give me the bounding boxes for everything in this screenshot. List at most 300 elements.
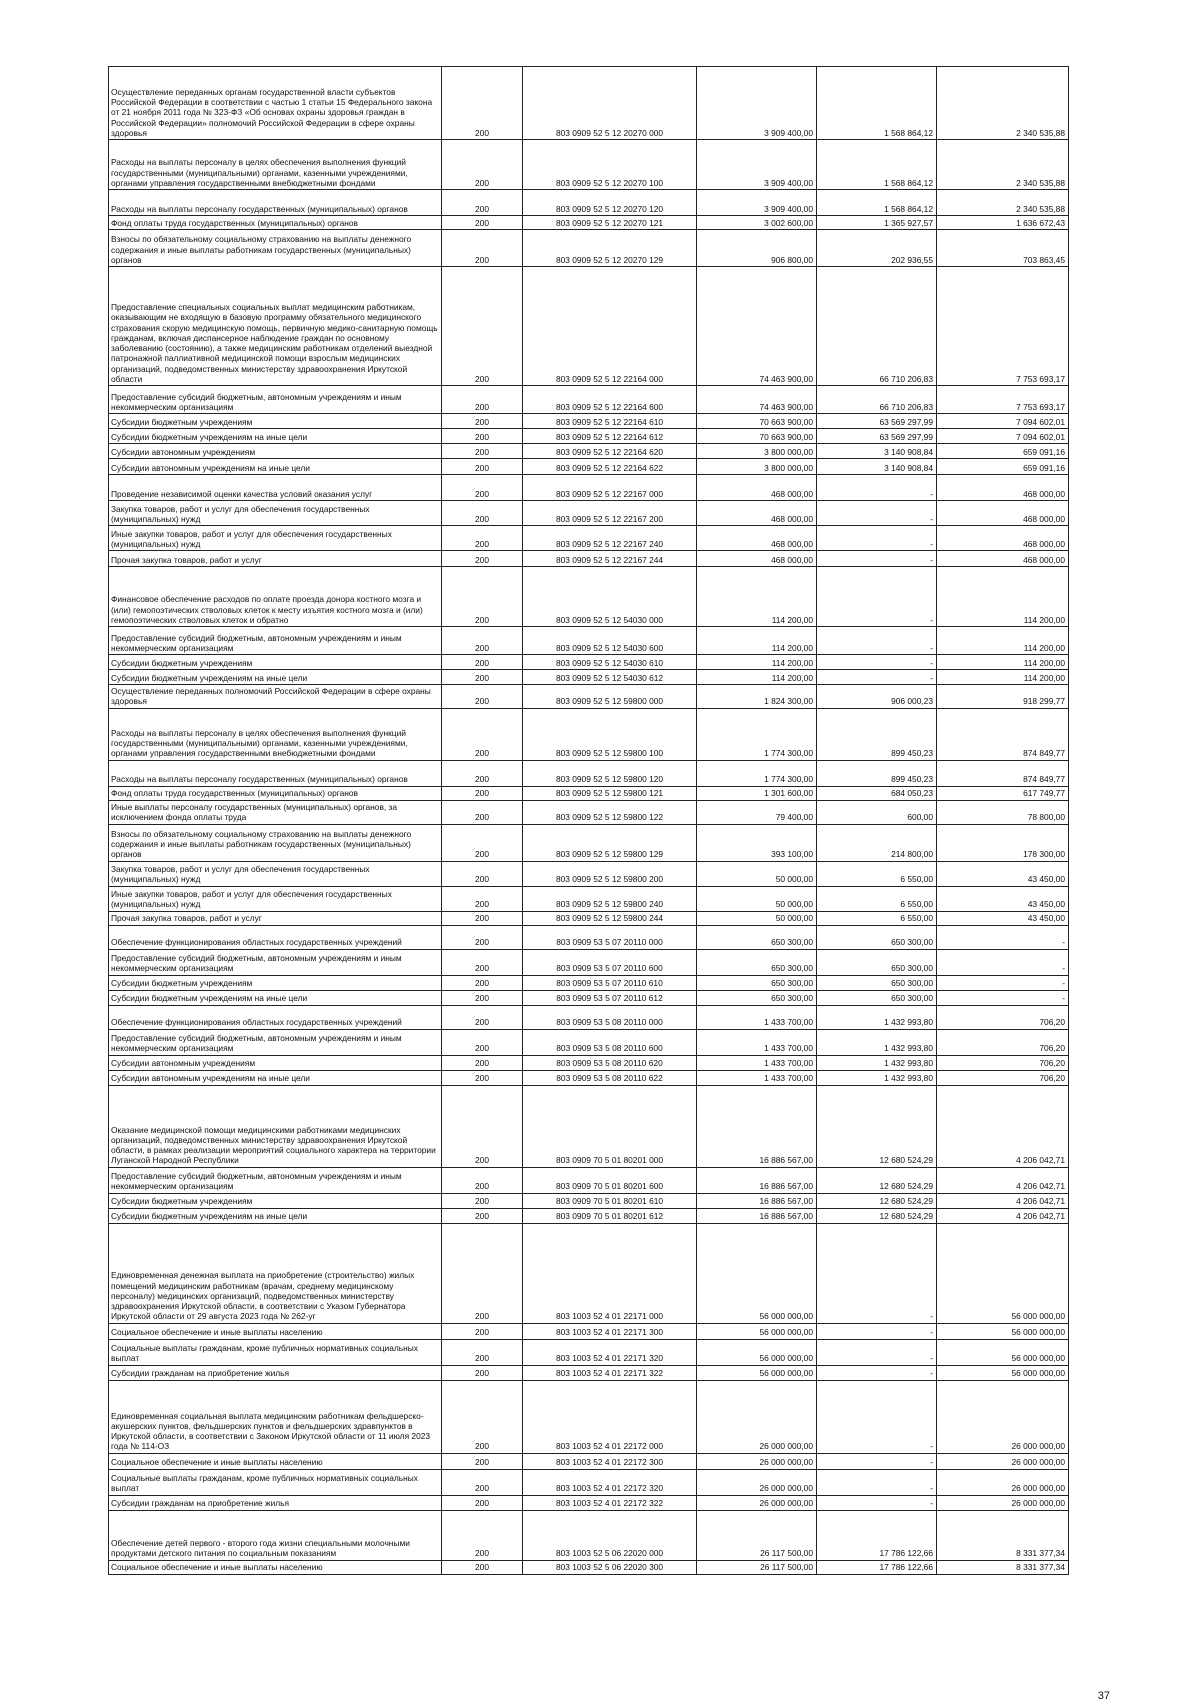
table-row (109, 824, 1069, 861)
cell-code: 200 (442, 501, 523, 526)
cell-name: Субсидии гражданам на приобретение жилья (109, 1495, 442, 1510)
cell-approved: 650 300,00 (697, 990, 817, 1005)
cell-kbk: 803 0909 53 5 07 20110 000 (523, 925, 697, 949)
cell-unexecuted: 26 000 000,00 (937, 1495, 1069, 1510)
cell-kbk: 803 0909 53 5 07 20110 612 (523, 990, 697, 1005)
table-row (109, 567, 1069, 627)
cell-name: Иные закупки товаров, работ и услуг для обеспечения государственных (муниципальных) нужд (109, 526, 442, 551)
cell-kbk: 803 0909 52 5 12 20270 100 (523, 140, 697, 190)
cell-code: 200 (442, 567, 523, 627)
cell-executed: 202 936,55 (817, 230, 937, 267)
cell-code: 200 (442, 824, 523, 861)
cell-kbk: 803 0909 52 5 12 59800 244 (523, 911, 697, 925)
cell-code: 200 (442, 975, 523, 990)
cell-executed: 1 568 864,12 (817, 67, 937, 140)
cell-approved: 1 774 300,00 (697, 708, 817, 760)
cell-approved: 3 909 400,00 (697, 190, 817, 216)
cell-code: 200 (442, 949, 523, 975)
cell-code: 200 (442, 760, 523, 786)
cell-approved: 56 000 000,00 (697, 1223, 817, 1323)
cell-name: Оказание медицинской помощи медицинскими работниками медицинских организаций, подведомственных министерству здравоохранения Иркутской области, в рамках реализации мероприятий социального характера на территории Луганской Народной Республики (109, 1085, 442, 1167)
cell-approved: 16 886 567,00 (697, 1193, 817, 1208)
cell-code: 200 (442, 627, 523, 655)
cell-code: 200 (442, 1070, 523, 1085)
cell-name: Субсидии автономным учреждениям на иные цели (109, 459, 442, 475)
cell-approved: 26 117 500,00 (697, 1560, 817, 1574)
cell-approved: 50 000,00 (697, 861, 817, 886)
cell-approved: 74 463 900,00 (697, 267, 817, 386)
cell-executed: 1 568 864,12 (817, 140, 937, 190)
cell-executed: - (817, 551, 937, 567)
cell-kbk: 803 0909 70 5 01 80201 612 (523, 1208, 697, 1223)
cell-kbk: 803 1003 52 5 06 22020 000 (523, 1510, 697, 1560)
cell-name: Субсидии автономным учреждениям (109, 444, 442, 459)
cell-code: 200 (442, 551, 523, 567)
cell-approved: 468 000,00 (697, 526, 817, 551)
cell-approved: 650 300,00 (697, 925, 817, 949)
cell-unexecuted: 2 340 535,88 (937, 190, 1069, 216)
cell-approved: 650 300,00 (697, 975, 817, 990)
cell-unexecuted: 706,20 (937, 1070, 1069, 1085)
table-row (109, 1453, 1069, 1469)
cell-unexecuted: 7 753 693,17 (937, 386, 1069, 414)
cell-code: 200 (442, 886, 523, 911)
cell-name: Проведение независимой оценки качества условий оказания услуг (109, 475, 442, 501)
cell-name: Субсидии автономным учреждениям (109, 1055, 442, 1070)
cell-unexecuted: 659 091,16 (937, 444, 1069, 459)
cell-kbk: 803 0909 52 5 12 20270 129 (523, 230, 697, 267)
cell-kbk: 803 0909 52 5 12 59800 000 (523, 685, 697, 709)
cell-name: Закупка товаров, работ и услуг для обеспечения государственных (муниципальных) нужд (109, 861, 442, 886)
cell-code: 200 (442, 475, 523, 501)
cell-unexecuted: 114 200,00 (937, 655, 1069, 670)
cell-name: Предоставление субсидий бюджетным, автономным учреждениям и иным некоммерческим организациям (109, 949, 442, 975)
cell-kbk: 803 0909 53 5 08 20110 620 (523, 1055, 697, 1070)
cell-unexecuted: 4 206 042,71 (937, 1085, 1069, 1167)
cell-name: Субсидии гражданам на приобретение жилья (109, 1365, 442, 1380)
cell-executed: - (817, 526, 937, 551)
cell-kbk: 803 1003 52 4 01 22171 322 (523, 1365, 697, 1380)
cell-unexecuted: 26 000 000,00 (937, 1469, 1069, 1495)
cell-executed: - (817, 1469, 937, 1495)
cell-approved: 468 000,00 (697, 475, 817, 501)
table-row (109, 886, 1069, 911)
cell-approved: 1 774 300,00 (697, 760, 817, 786)
cell-executed: 650 300,00 (817, 975, 937, 990)
cell-executed: - (817, 501, 937, 526)
cell-unexecuted: 874 849,77 (937, 708, 1069, 760)
cell-name: Расходы на выплаты персоналу в целях обеспечения выполнения функций государственными (муниципальными) органами, казенными учреждениями, органами управления государственными внебюджетными фондами (109, 708, 442, 760)
table-row (109, 1380, 1069, 1453)
cell-code: 200 (442, 1223, 523, 1323)
cell-code: 200 (442, 1167, 523, 1193)
cell-kbk: 803 1003 52 4 01 22171 000 (523, 1223, 697, 1323)
cell-approved: 50 000,00 (697, 886, 817, 911)
cell-name: Финансовое обеспечение расходов по оплате проезда донора костного мозга и (или) гемопоэтических стволовых клеток к месту изъятия костного мозга и (или) гемопоэтических стволовых клеток и обратно (109, 567, 442, 627)
table-row (109, 526, 1069, 551)
cell-unexecuted: 114 200,00 (937, 627, 1069, 655)
cell-name: Иные выплаты персоналу государственных (муниципальных) органов, за исключением фонда оплаты труда (109, 800, 442, 824)
cell-kbk: 803 1003 52 4 01 22172 000 (523, 1380, 697, 1453)
cell-kbk: 803 0909 52 5 12 54030 000 (523, 567, 697, 627)
cell-name: Субсидии автономным учреждениям на иные цели (109, 1070, 442, 1085)
cell-approved: 16 886 567,00 (697, 1208, 817, 1223)
cell-approved: 56 000 000,00 (697, 1339, 817, 1365)
cell-kbk: 803 0909 53 5 08 20110 622 (523, 1070, 697, 1085)
table-row (109, 1510, 1069, 1560)
cell-approved: 3 909 400,00 (697, 140, 817, 190)
cell-kbk: 803 0909 52 5 12 22167 244 (523, 551, 697, 567)
cell-name: Расходы на выплаты персоналу государственных (муниципальных) органов (109, 760, 442, 786)
cell-approved: 56 000 000,00 (697, 1365, 817, 1380)
cell-executed: 3 140 908,84 (817, 459, 937, 475)
cell-code: 200 (442, 1208, 523, 1223)
cell-name: Закупка товаров, работ и услуг для обеспечения государственных (муниципальных) нужд (109, 501, 442, 526)
cell-approved: 1 433 700,00 (697, 1070, 817, 1085)
cell-executed: 12 680 524,29 (817, 1085, 937, 1167)
cell-name: Социальные выплаты гражданам, кроме публичных нормативных социальных выплат (109, 1339, 442, 1365)
cell-executed: 12 680 524,29 (817, 1193, 937, 1208)
cell-approved: 114 200,00 (697, 567, 817, 627)
cell-kbk: 803 0909 52 5 12 20270 121 (523, 216, 697, 230)
cell-unexecuted: 43 450,00 (937, 911, 1069, 925)
cell-approved: 50 000,00 (697, 911, 817, 925)
cell-name: Прочая закупка товаров, работ и услуг (109, 911, 442, 925)
cell-code: 200 (442, 670, 523, 685)
table-row (109, 459, 1069, 475)
cell-unexecuted: 43 450,00 (937, 861, 1069, 886)
cell-name: Субсидии бюджетным учреждениям (109, 975, 442, 990)
cell-unexecuted: 43 450,00 (937, 886, 1069, 911)
cell-name: Субсидии бюджетным учреждениям (109, 414, 442, 429)
table-row (109, 1029, 1069, 1055)
cell-code: 200 (442, 861, 523, 886)
cell-kbk: 803 0909 70 5 01 80201 000 (523, 1085, 697, 1167)
cell-approved: 393 100,00 (697, 824, 817, 861)
cell-code: 200 (442, 1323, 523, 1339)
cell-executed: - (817, 670, 937, 685)
table-row (109, 1365, 1069, 1380)
cell-code: 200 (442, 267, 523, 386)
cell-executed: 6 550,00 (817, 861, 937, 886)
cell-code: 200 (442, 911, 523, 925)
cell-code: 200 (442, 925, 523, 949)
cell-name: Предоставление субсидий бюджетным, автономным учреждениям и иным некоммерческим организациям (109, 627, 442, 655)
cell-executed: 3 140 908,84 (817, 444, 937, 459)
cell-unexecuted: - (937, 925, 1069, 949)
cell-kbk: 803 1003 52 4 01 22172 300 (523, 1453, 697, 1469)
cell-name: Субсидии бюджетным учреждениям (109, 655, 442, 670)
cell-executed: 63 569 297,99 (817, 429, 937, 444)
cell-executed: - (817, 1223, 937, 1323)
table-row (109, 685, 1069, 709)
cell-kbk: 803 1003 52 4 01 22171 320 (523, 1339, 697, 1365)
cell-kbk: 803 0909 53 5 08 20110 000 (523, 1005, 697, 1029)
cell-executed: 12 680 524,29 (817, 1208, 937, 1223)
table-row (109, 475, 1069, 501)
table-row (109, 990, 1069, 1005)
cell-approved: 26 117 500,00 (697, 1510, 817, 1560)
cell-executed: - (817, 655, 937, 670)
cell-executed: 6 550,00 (817, 911, 937, 925)
cell-name: Взносы по обязательному социальному страхованию на выплаты денежного содержания и иные выплаты работникам государственных (муниципальных) органов (109, 230, 442, 267)
cell-executed: 1 432 993,80 (817, 1029, 937, 1055)
cell-name: Предоставление субсидий бюджетным, автономным учреждениям и иным некоммерческим организациям (109, 1167, 442, 1193)
cell-kbk: 803 0909 52 5 12 22164 620 (523, 444, 697, 459)
cell-unexecuted: 7 094 602,01 (937, 414, 1069, 429)
budget-table-body (109, 67, 1069, 1575)
cell-approved: 74 463 900,00 (697, 386, 817, 414)
cell-approved: 26 000 000,00 (697, 1380, 817, 1453)
cell-kbk: 803 0909 52 5 12 22164 612 (523, 429, 697, 444)
cell-unexecuted: 703 863,45 (937, 230, 1069, 267)
table-row (109, 708, 1069, 760)
cell-kbk: 803 0909 53 5 07 20110 610 (523, 975, 697, 990)
table-row (109, 67, 1069, 140)
cell-kbk: 803 0909 52 5 12 22164 600 (523, 386, 697, 414)
cell-code: 200 (442, 414, 523, 429)
cell-approved: 3 800 000,00 (697, 459, 817, 475)
cell-code: 200 (442, 1380, 523, 1453)
cell-unexecuted: 178 300,00 (937, 824, 1069, 861)
cell-code: 200 (442, 230, 523, 267)
cell-kbk: 803 0909 52 5 12 59800 200 (523, 861, 697, 886)
cell-unexecuted: 26 000 000,00 (937, 1380, 1069, 1453)
cell-code: 200 (442, 216, 523, 230)
cell-unexecuted: 7 753 693,17 (937, 267, 1069, 386)
table-row (109, 760, 1069, 786)
cell-unexecuted: 4 206 042,71 (937, 1167, 1069, 1193)
cell-unexecuted: 56 000 000,00 (937, 1365, 1069, 1380)
cell-unexecuted: 78 800,00 (937, 800, 1069, 824)
cell-kbk: 803 0909 52 5 12 54030 612 (523, 670, 697, 685)
cell-kbk: 803 0909 52 5 12 22164 000 (523, 267, 697, 386)
table-row (109, 949, 1069, 975)
cell-executed: - (817, 627, 937, 655)
cell-code: 200 (442, 708, 523, 760)
cell-name: Субсидии бюджетным учреждениям на иные цели (109, 1208, 442, 1223)
cell-executed: 17 786 122,66 (817, 1560, 937, 1574)
table-row (109, 1208, 1069, 1223)
cell-name: Осуществление переданных полномочий Российской Федерации в сфере охраны здоровья (109, 685, 442, 709)
cell-executed: - (817, 1380, 937, 1453)
cell-approved: 70 663 900,00 (697, 429, 817, 444)
cell-kbk: 803 0909 52 5 12 22164 622 (523, 459, 697, 475)
cell-unexecuted: 4 206 042,71 (937, 1208, 1069, 1223)
cell-name: Обеспечение функционирования областных государственных учреждений (109, 1005, 442, 1029)
cell-name: Осуществление переданных органам государственной власти субъектов Российской Федерации в соответствии с частью 1 статьи 15 Федерального закона от 21 ноября 2011 года № 323-ФЗ «Об основах охраны здоровья граждан в Российской Федерации» полномочий Российской Федерации в сфере охраны здоровья (109, 67, 442, 140)
table-row (109, 1193, 1069, 1208)
cell-name: Предоставление субсидий бюджетным, автономным учреждениям и иным некоммерческим организациям (109, 386, 442, 414)
cell-unexecuted: 468 000,00 (937, 501, 1069, 526)
cell-kbk: 803 1003 52 4 01 22172 322 (523, 1495, 697, 1510)
cell-executed: 899 450,23 (817, 760, 937, 786)
cell-unexecuted: 7 094 602,01 (937, 429, 1069, 444)
cell-executed: 17 786 122,66 (817, 1510, 937, 1560)
table-row (109, 861, 1069, 886)
cell-unexecuted: - (937, 975, 1069, 990)
cell-code: 200 (442, 140, 523, 190)
table-row (109, 501, 1069, 526)
cell-code: 200 (442, 1365, 523, 1380)
cell-unexecuted: 468 000,00 (937, 526, 1069, 551)
cell-approved: 1 824 300,00 (697, 685, 817, 709)
table-row (109, 1495, 1069, 1510)
cell-executed: 684 050,23 (817, 786, 937, 800)
cell-name: Иные закупки товаров, работ и услуг для обеспечения государственных (муниципальных) нужд (109, 886, 442, 911)
cell-unexecuted: 706,20 (937, 1005, 1069, 1029)
cell-approved: 26 000 000,00 (697, 1453, 817, 1469)
cell-unexecuted: 8 331 377,34 (937, 1510, 1069, 1560)
table-row (109, 1339, 1069, 1365)
cell-kbk: 803 0909 52 5 12 59800 121 (523, 786, 697, 800)
cell-name: Субсидии бюджетным учреждениям на иные цели (109, 990, 442, 1005)
table-row (109, 414, 1069, 429)
cell-executed: 66 710 206,83 (817, 386, 937, 414)
cell-kbk: 803 0909 52 5 12 59800 122 (523, 800, 697, 824)
cell-executed: 1 432 993,80 (817, 1055, 937, 1070)
table-row (109, 800, 1069, 824)
cell-executed: 1 568 864,12 (817, 190, 937, 216)
cell-unexecuted: 4 206 042,71 (937, 1193, 1069, 1208)
cell-kbk: 803 0909 52 5 12 59800 100 (523, 708, 697, 760)
cell-kbk: 803 0909 52 5 12 22167 240 (523, 526, 697, 551)
cell-kbk: 803 0909 52 5 12 59800 129 (523, 824, 697, 861)
cell-name: Социальное обеспечение и иные выплаты населению (109, 1323, 442, 1339)
cell-executed: 66 710 206,83 (817, 267, 937, 386)
cell-kbk: 803 0909 52 5 12 20270 000 (523, 67, 697, 140)
table-row (109, 551, 1069, 567)
cell-approved: 468 000,00 (697, 551, 817, 567)
cell-kbk: 803 0909 52 5 12 22167 000 (523, 475, 697, 501)
cell-approved: 650 300,00 (697, 949, 817, 975)
cell-name: Обеспечение функционирования областных государственных учреждений (109, 925, 442, 949)
cell-unexecuted: 617 749,77 (937, 786, 1069, 800)
cell-name: Субсидии бюджетным учреждениям на иные цели (109, 670, 442, 685)
table-row (109, 140, 1069, 190)
table-row (109, 429, 1069, 444)
cell-unexecuted: 114 200,00 (937, 670, 1069, 685)
cell-code: 200 (442, 1085, 523, 1167)
cell-unexecuted: 1 636 672,43 (937, 216, 1069, 230)
cell-executed: 1 432 993,80 (817, 1070, 937, 1085)
cell-code: 200 (442, 786, 523, 800)
table-row (109, 786, 1069, 800)
cell-code: 200 (442, 655, 523, 670)
cell-executed: - (817, 567, 937, 627)
cell-unexecuted: 2 340 535,88 (937, 67, 1069, 140)
cell-executed: 650 300,00 (817, 990, 937, 1005)
cell-name: Взносы по обязательному социальному страхованию на выплаты денежного содержания и иные выплаты работникам государственных (муниципальных) органов (109, 824, 442, 861)
table-row (109, 655, 1069, 670)
table-row (109, 1167, 1069, 1193)
table-row (109, 670, 1069, 685)
cell-executed: - (817, 1453, 937, 1469)
cell-name: Расходы на выплаты персоналу в целях обеспечения выполнения функций государственными (муниципальными) органами, казенными учреждениями, органами управления государственными внебюджетными фондами (109, 140, 442, 190)
cell-executed: 899 450,23 (817, 708, 937, 760)
table-row (109, 386, 1069, 414)
table-row (109, 1085, 1069, 1167)
cell-code: 200 (442, 526, 523, 551)
cell-unexecuted: 468 000,00 (937, 551, 1069, 567)
cell-approved: 1 301 600,00 (697, 786, 817, 800)
cell-kbk: 803 0909 52 5 12 22164 610 (523, 414, 697, 429)
cell-code: 200 (442, 990, 523, 1005)
cell-approved: 26 000 000,00 (697, 1469, 817, 1495)
cell-code: 200 (442, 429, 523, 444)
cell-unexecuted: 706,20 (937, 1029, 1069, 1055)
table-row (109, 267, 1069, 386)
cell-unexecuted: 659 091,16 (937, 459, 1069, 475)
cell-approved: 16 886 567,00 (697, 1085, 817, 1167)
cell-unexecuted: - (937, 949, 1069, 975)
cell-unexecuted: 114 200,00 (937, 567, 1069, 627)
cell-approved: 1 433 700,00 (697, 1005, 817, 1029)
cell-approved: 1 433 700,00 (697, 1029, 817, 1055)
table-row (109, 1055, 1069, 1070)
cell-kbk: 803 0909 52 5 12 54030 600 (523, 627, 697, 655)
cell-unexecuted: 874 849,77 (937, 760, 1069, 786)
cell-executed: 650 300,00 (817, 949, 937, 975)
cell-approved: 906 800,00 (697, 230, 817, 267)
cell-name: Фонд оплаты труда государственных (муниципальных) органов (109, 786, 442, 800)
table-row (109, 190, 1069, 216)
cell-approved: 26 000 000,00 (697, 1495, 817, 1510)
cell-kbk: 803 0909 52 5 12 54030 610 (523, 655, 697, 670)
cell-kbk: 803 1003 52 5 06 22020 300 (523, 1560, 697, 1574)
table-row (109, 1223, 1069, 1323)
cell-executed: - (817, 475, 937, 501)
cell-approved: 3 002 600,00 (697, 216, 817, 230)
cell-executed: 650 300,00 (817, 925, 937, 949)
cell-code: 200 (442, 1469, 523, 1495)
cell-unexecuted: 56 000 000,00 (937, 1223, 1069, 1323)
cell-code: 200 (442, 1055, 523, 1070)
cell-code: 200 (442, 1339, 523, 1365)
cell-code: 200 (442, 444, 523, 459)
cell-approved: 114 200,00 (697, 670, 817, 685)
cell-kbk: 803 0909 52 5 12 59800 240 (523, 886, 697, 911)
table-row (109, 911, 1069, 925)
table-row (109, 444, 1069, 459)
cell-executed: - (817, 1365, 937, 1380)
cell-unexecuted: 918 299,77 (937, 685, 1069, 709)
cell-code: 200 (442, 459, 523, 475)
cell-kbk: 803 1003 52 4 01 22172 320 (523, 1469, 697, 1495)
cell-approved: 3 800 000,00 (697, 444, 817, 459)
cell-name: Единовременная социальная выплата медицинским работникам фельдшерско-акушерских пунктов, фельдшерских пунктов и фельдшерских здравпунктов в Иркутской области, в соответствии с Законом Иркутской области от 11 июля 2023 года № 114-ОЗ (109, 1380, 442, 1453)
cell-approved: 79 400,00 (697, 800, 817, 824)
cell-approved: 56 000 000,00 (697, 1323, 817, 1339)
cell-unexecuted: 26 000 000,00 (937, 1453, 1069, 1469)
cell-code: 200 (442, 800, 523, 824)
table-row (109, 1323, 1069, 1339)
cell-executed: - (817, 1323, 937, 1339)
cell-code: 200 (442, 1453, 523, 1469)
cell-kbk: 803 0909 70 5 01 80201 600 (523, 1167, 697, 1193)
cell-kbk: 803 0909 53 5 07 20110 600 (523, 949, 697, 975)
table-row (109, 1560, 1069, 1574)
cell-name: Субсидии бюджетным учреждениям на иные цели (109, 429, 442, 444)
cell-name: Единовременная денежная выплата на приобретение (строительство) жилых помещений медицинским работникам (врачам, среднему медицинскому персоналу) медицинских организаций, подведомственных министерству здравоохранения Иркутской области, в соответствии с Указом Губернатора Иркутской области от 29 августа 2023 года № 262-уг (109, 1223, 442, 1323)
cell-name: Социальное обеспечение и иные выплаты населению (109, 1560, 442, 1574)
cell-kbk: 803 1003 52 4 01 22171 300 (523, 1323, 697, 1339)
table-row (109, 1469, 1069, 1495)
cell-executed: 906 000,23 (817, 685, 937, 709)
cell-name: Субсидии бюджетным учреждениям (109, 1193, 442, 1208)
cell-executed: 600,00 (817, 800, 937, 824)
cell-code: 200 (442, 1495, 523, 1510)
